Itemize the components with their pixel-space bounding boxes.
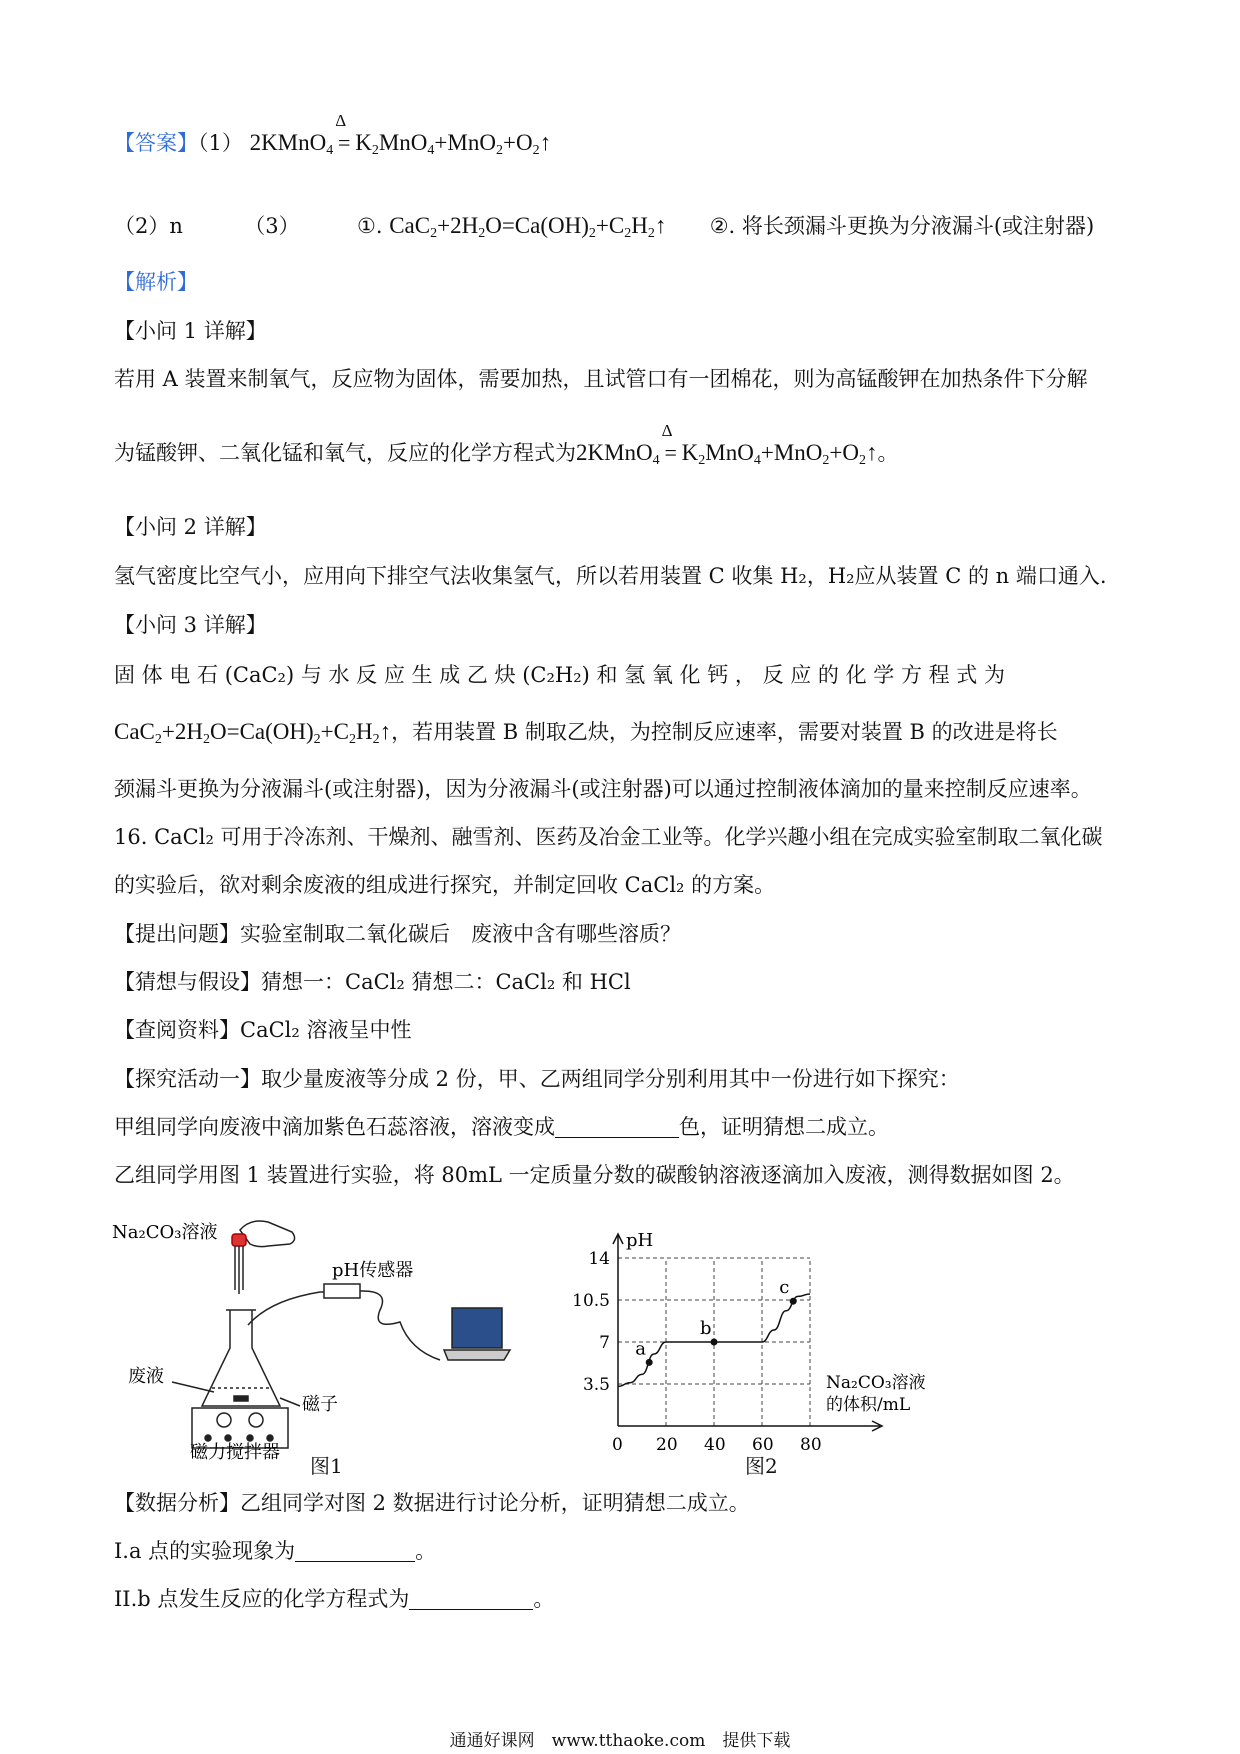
section1-line2: 为锰酸钾、二氧化锰和氧气，反应的化学方程式为2KMnO$_4$ Δ = $K_2MnO_4+MnO_2+O_2↑$。: [114, 421, 899, 468]
label-stirrer: 磁力搅拌器: [190, 1442, 280, 1460]
page-footer: 通通好课网 www.tthaoke.com 提供下载: [449, 1731, 791, 1751]
figure1-caption: 图1: [310, 1454, 343, 1478]
answer-blank-a-point[interactable]: [295, 1539, 415, 1562]
y-tick-label: 7: [599, 1333, 610, 1353]
q16-line3: 【提出问题】实验室制取二氧化碳后 废液中含有哪些溶质？: [114, 922, 681, 946]
y-tick-label: 14: [588, 1249, 610, 1269]
data-point-b: [711, 1339, 718, 1346]
figure2-caption: 图2: [745, 1454, 778, 1478]
section3-line3: 颈漏斗更换为分液漏斗(或注射器)，因为分液漏斗(或注射器)可以通过控制液体滴加的量来控制反应速率。: [114, 777, 1092, 801]
data-point-c: [790, 1298, 797, 1305]
section1-line1: 若用 A 装置来制氧气，反应物为固体，需要加热，且试管口有一团棉花，则为高锰酸钾在加热条件下分解: [114, 367, 1088, 391]
q3-1-number: ①.: [357, 214, 383, 238]
x-axis-label-2: 的体积/mL: [826, 1395, 911, 1415]
y-axis-label: pH: [626, 1232, 654, 1251]
section1-title: 【小问 1 详解】: [114, 319, 267, 343]
origin-label: 0: [612, 1435, 623, 1455]
equation-kmno4: 2KMnO$_4$ Δ = $K_2MnO_4+MnO_2+O_2↑$: [249, 111, 552, 158]
answer-line-1: [114, 111, 552, 158]
answer-blank-b-point[interactable]: [409, 1587, 533, 1610]
point-label-c: c: [779, 1277, 790, 1299]
answer-line-2: [114, 211, 1094, 241]
label-magnet: 磁子: [302, 1394, 338, 1415]
label-waste: 废液: [128, 1366, 164, 1387]
y-tick-label: 10.5: [572, 1291, 610, 1311]
section3-line2: $CaC_2+2H_2O=Ca(OH)_2+C_2H_2↑$，若用装置 B 制取乙炔，为控制反应速率，需要对装置 B 的改进是将长: [114, 719, 1058, 747]
q16-line1: 16. CaCl₂ 可用于冷冻剂、干燥剂、融雪剂、医药及冶金工业等。化学兴趣小组在完成实验室制取二氧化碳: [114, 825, 1103, 849]
q16-line7: 甲组同学向废液中滴加紫色石蕊溶液，溶液变成 色，证明猜想二成立。: [114, 1115, 889, 1139]
q16-line2: 的实验后，欲对剩余废液的组成进行探究，并制定回收 CaCl₂ 的方案。: [114, 873, 776, 897]
q16-line9: 【数据分析】乙组同学对图 2 数据进行讨论分析，证明猜想二成立。: [114, 1491, 750, 1515]
q16-line10: I.a 点的实验现象为 。: [114, 1539, 437, 1563]
point-label-a: a: [635, 1338, 646, 1360]
figure1-apparatus: [110, 1210, 550, 1460]
equation-cac2-inline: $CaC_2+2H_2O=Ca(OH)_2+C_2H_2↑$: [114, 719, 392, 747]
y-tick-label: 3.5: [582, 1375, 610, 1395]
section3-line1: 固 体 电 石 (CaC₂) 与 水 反 应 生 成 乙 炔 (C₂H₂) 和 氢 氧 化 钙 ， 反 应 的 化 学 方 程 式 为: [114, 663, 1005, 687]
answer-blank-color[interactable]: [555, 1115, 679, 1138]
q16-line4: 【猜想与假设】猜想一：CaCl₂ 猜想二：CaCl₂ 和 HCl: [114, 970, 631, 994]
data-point-a: [646, 1359, 653, 1366]
section2-title: 【小问 2 详解】: [114, 515, 267, 539]
x-axis-label-1: Na₂CO₃溶液: [826, 1373, 926, 1393]
q3-2-answer: ②. 将长颈漏斗更换为分液漏斗(或注射器): [709, 214, 1095, 238]
x-tick-label: 60: [752, 1435, 774, 1455]
hand-shape: [240, 1221, 295, 1247]
label-na2co3: Na₂CO₃溶液: [112, 1222, 218, 1243]
equation-cac2: $CaC_2+2H_2O=Ca(OH)_2+C_2H_2↑$: [389, 213, 667, 241]
figure2-ph-chart: [570, 1232, 950, 1458]
x-tick-label: 40: [704, 1435, 726, 1455]
answer-label: 【答案】: [114, 131, 198, 155]
q3-number: （3）: [244, 214, 300, 238]
analysis-label: 【解析】: [114, 270, 198, 294]
x-tick-label: 80: [800, 1435, 822, 1455]
q16-line6: 【探究活动一】取少量废液等分成 2 份，甲、乙两组同学分别利用其中一份进行如下探究：: [114, 1067, 960, 1091]
q16-line8: 乙组同学用图 1 装置进行实验，将 80mL 一定质量分数的碳酸钠溶液逐滴加入废液，测得数据如图 2。: [114, 1163, 1075, 1187]
section2-line1: 氢气密度比空气小，应用向下排空气法收集氢气，所以若用装置 C 收集 H₂，H₂应从装置 C 的 n 端口通入.: [114, 564, 1107, 588]
x-tick-label: 20: [656, 1435, 678, 1455]
section3-title: 【小问 3 详解】: [114, 613, 267, 637]
q1-number: （1）: [198, 131, 243, 155]
point-label-b: b: [700, 1318, 712, 1339]
q2-answer: （2）n: [114, 214, 183, 238]
equation-kmno4-inline: 2KMnO$_4$ Δ = $K_2MnO_4+MnO_2+O_2↑$: [576, 421, 878, 468]
label-ph-sensor: pH传感器: [332, 1260, 414, 1281]
q16-line11: II.b 点发生反应的化学方程式为 。: [114, 1587, 555, 1611]
q16-line5: 【查阅资料】CaCl₂ 溶液呈中性: [114, 1018, 412, 1042]
